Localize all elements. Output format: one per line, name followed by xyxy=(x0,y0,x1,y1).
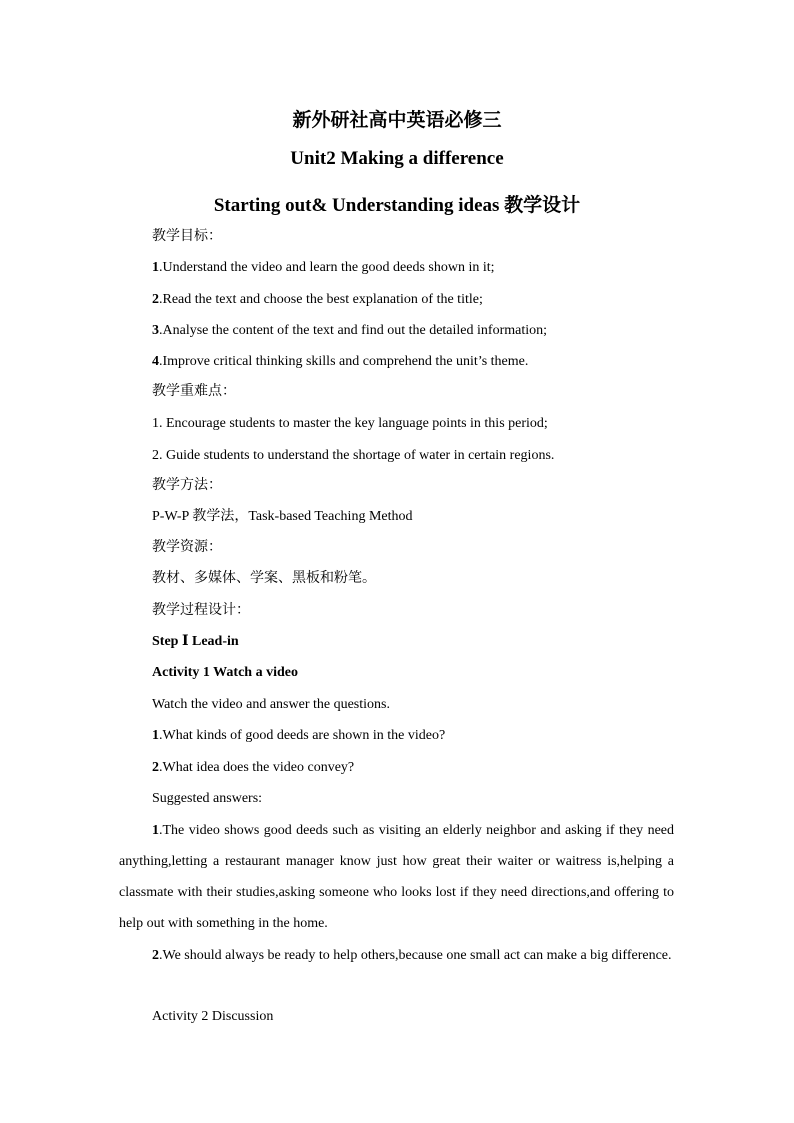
key-points-heading: 教学重难点： xyxy=(152,383,236,399)
document-title-unit: Unit2 Making a difference xyxy=(290,148,504,169)
question-text: .What kinds of good deeds are shown in the video? xyxy=(159,728,446,743)
objective-item xyxy=(152,323,547,339)
objective-number: 1 xyxy=(152,260,159,275)
resources-heading: 教学资源： xyxy=(152,539,222,555)
answer-number: 2 xyxy=(152,948,159,963)
suggested-answers-label: Suggested answers: xyxy=(152,791,263,806)
activity-instruction: Watch the video and answer the questions. xyxy=(152,697,390,712)
key-point-item: 1. Encourage students to master the key language points in this period; xyxy=(152,416,548,431)
question-number: 1 xyxy=(152,728,159,743)
process-heading: 教学过程设计： xyxy=(152,602,250,618)
objective-text: .Improve critical thinking skills and comprehend the unit’s theme. xyxy=(159,354,529,369)
objective-item xyxy=(152,354,528,370)
methods-text: P-W-P 教学法，Task-based Teaching Method xyxy=(152,509,413,524)
objective-text: .Understand the video and learn the good deeds shown in it; xyxy=(159,260,495,275)
objectives-heading: 教学目标： xyxy=(152,228,222,244)
question-item xyxy=(152,760,354,776)
answer-text: .The video shows good deeds such as visiting an elderly neighbor and asking if they need anything,letting a restaurant manager know just how great their waiter or waitress is,helping a classmate with their studies,asking someone who looks lost if they need directions,and offering to help out with something in the home. xyxy=(119,823,674,931)
step-1-heading: Step Ⅰ Lead-in xyxy=(152,634,239,649)
answer-paragraph xyxy=(119,940,674,971)
document-title-lesson: Starting out& Understanding ideas 教学设计 xyxy=(213,195,581,216)
document-title-chinese xyxy=(0,105,794,132)
objective-text: .Read the text and choose the best explanation of the title; xyxy=(159,292,483,307)
answer-number: 1 xyxy=(152,823,159,838)
objective-text: .Analyse the content of the text and find out the detailed information; xyxy=(159,323,548,338)
objective-number: 3 xyxy=(152,323,159,338)
question-item xyxy=(152,728,445,744)
question-text: .What idea does the video convey? xyxy=(159,760,355,775)
objective-item xyxy=(152,260,495,276)
activity-2-heading: Activity 2 Discussion xyxy=(152,1009,274,1024)
answer-paragraph xyxy=(119,815,674,939)
title-line-1: 新外研社高中英语必修三 xyxy=(292,109,502,131)
objective-number: 4 xyxy=(152,354,159,369)
key-point-item: 2. Guide students to understand the shortage of water in certain regions. xyxy=(152,448,555,463)
objective-number: 2 xyxy=(152,292,159,307)
resources-text: 教材、多媒体、学案、黑板和粉笔。 xyxy=(152,570,376,586)
objective-item xyxy=(152,292,483,308)
question-number: 2 xyxy=(152,760,159,775)
methods-heading: 教学方法： xyxy=(152,477,222,493)
answer-text: .We should always be ready to help others,because one small act can make a big difference. xyxy=(159,948,672,963)
activity-1-heading: Activity 1 Watch a video xyxy=(152,665,298,680)
